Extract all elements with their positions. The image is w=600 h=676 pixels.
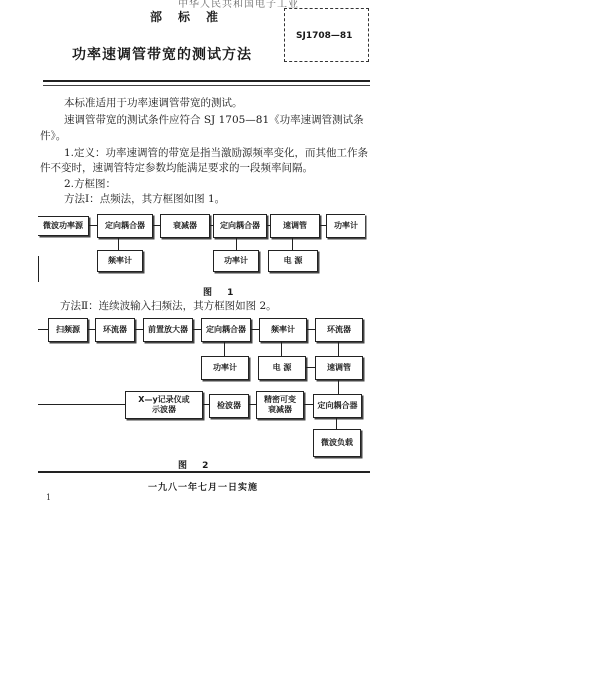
- fig2-connector: [338, 379, 339, 394]
- fig2-sweep-source-block: 扫频源: [48, 318, 88, 342]
- fig2-connector: [305, 367, 315, 368]
- fig2-connector: [192, 329, 201, 330]
- standard-number: SJ1708—81: [296, 31, 353, 41]
- footer-rule: [38, 471, 370, 473]
- fig1-freq-meter-block: 频率计: [97, 250, 143, 272]
- fig1-klystron-block: 速调管: [270, 214, 320, 238]
- page-number: 1: [46, 493, 52, 502]
- fig2-connector: [202, 404, 209, 405]
- fig1-connector: [292, 237, 293, 250]
- fig2-connector: [306, 329, 315, 330]
- fig1-connector: [88, 225, 97, 226]
- fig1-connector: [266, 225, 270, 226]
- fig2-connector: [336, 417, 337, 429]
- fig2-connector: [248, 404, 256, 405]
- fig2-detector-block: 检波器: [209, 394, 249, 418]
- fig2-connector: [250, 329, 259, 330]
- fig2-circulator2-block: 环流器: [315, 318, 363, 342]
- fig2-connector: [281, 341, 282, 356]
- figure2-caption: 图 2: [178, 461, 215, 471]
- header-rule: [43, 80, 370, 82]
- header-rule-thin: [43, 85, 370, 86]
- figure1-caption: 图 1: [203, 288, 240, 298]
- fig1-connector: [236, 237, 237, 250]
- paragraph-block-diagram: 2.方框图：: [64, 178, 117, 190]
- fig1-attenuator-block: 衰减器: [160, 214, 210, 238]
- fig1-connector: [319, 225, 326, 226]
- fig2-recorder-block: [125, 391, 203, 419]
- document-title: 功率速调管带宽的测试方法: [72, 47, 252, 63]
- fig2-klystron-block: 速调管: [315, 356, 363, 380]
- paragraph-definition-line1: 1.定义：功率速调管的带宽是指当激励源频率变化，而其他工作条: [64, 147, 369, 159]
- fig2-connector: [87, 329, 95, 330]
- fig2-freq-meter-block: 频率计: [259, 318, 307, 342]
- fig2-recorder-line2: 示波器: [152, 405, 176, 414]
- fig2-coupler2-block: 定向耦合器: [313, 394, 362, 418]
- fig1-coupler1-block: 定向耦合器: [97, 214, 153, 238]
- fig1-connector: [152, 225, 160, 226]
- fig2-power-meter-block: 功率计: [201, 356, 249, 380]
- fig2-precision-att-line2: 衰减器: [268, 405, 292, 414]
- fig2-connector: [134, 329, 143, 330]
- fig2-preamp-block: 前置放大器: [143, 318, 193, 342]
- fig1-power-supply-block: 电 源: [268, 250, 318, 272]
- fig2-precision-att-line1: 精密可变: [264, 395, 296, 404]
- fig2-coupler1-block: 定向耦合器: [201, 318, 251, 342]
- header-top-fragment: 中华人民共和国电子工业: [178, 0, 299, 10]
- fig1-power-meter-block: 功率计: [213, 250, 259, 272]
- fig2-connector: [303, 404, 313, 405]
- effective-date: 一九八一年七月一日实施: [148, 483, 259, 493]
- fig2-connector: [338, 341, 339, 356]
- fig1-power-meter-main-block: 功率计: [326, 214, 365, 238]
- fig2-precision-attenuator-block: [256, 391, 304, 419]
- fig1-source-block: 微波功率源: [38, 216, 89, 236]
- fig2-circulator1-block: 环流器: [95, 318, 135, 342]
- paragraph-method2: 方法Ⅱ：连续波输入扫频法，其方框图如图 2。: [60, 300, 277, 312]
- fig1-margin-mark: [38, 256, 39, 282]
- fig2-load-block: 微波负载: [313, 429, 361, 457]
- paragraph-conditions-line1: 速调管带宽的测试条件应符合 SJ 1705—81《功率速调管测试条: [64, 114, 364, 126]
- paragraph-scope: 本标准适用于功率速调管带宽的测试。: [64, 97, 243, 109]
- bureau-label: 部标准: [150, 10, 235, 24]
- fig2-power-supply-block: 电 源: [258, 356, 306, 380]
- fig1-connector: [118, 237, 119, 250]
- fig2-connector: [38, 329, 48, 330]
- paragraph-conditions-line2: 件》。: [40, 130, 67, 142]
- fig1-connector: [209, 225, 213, 226]
- paragraph-definition-line2: 件不变时，速调管特定参数均能满足要求的一段频率间隔。: [40, 162, 313, 174]
- fig2-recorder-line1: X—y记录仪或: [138, 395, 190, 404]
- fig2-connector: [224, 341, 225, 356]
- paragraph-method1: 方法Ⅰ：点频法，其方框图如图 1。: [64, 193, 226, 205]
- fig2-connector: [38, 404, 125, 405]
- fig1-coupler2-block: 定向耦合器: [213, 214, 267, 238]
